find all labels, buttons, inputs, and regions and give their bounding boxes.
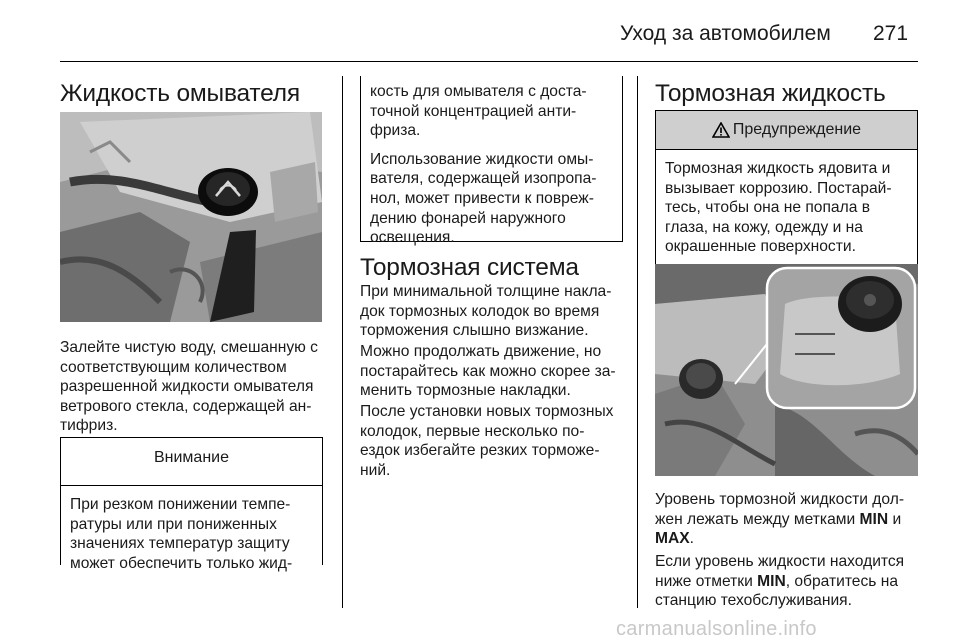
text-span: ниже отметки: [655, 572, 758, 590]
text-line: Использование жидкости омы-: [370, 150, 594, 168]
text-line: соответствующим количеством: [60, 358, 287, 376]
brake-fluid-level-paragraph: [655, 490, 904, 549]
text-line: тесь, чтобы она не попала в: [665, 199, 870, 217]
text-line: менить тормозные накладки.: [360, 382, 571, 400]
text-line: освещения.: [370, 229, 455, 247]
text-line: После установки новых тормозных: [360, 403, 614, 420]
text-line: нол, может привести к повреж-: [370, 189, 594, 207]
text-line: вателя, содержащей изопропа-: [370, 170, 597, 188]
text-line: ратуры или при пониженных: [70, 515, 277, 533]
text-line: ний.: [360, 461, 391, 479]
text-line: Если уровень жидкости находится: [655, 553, 905, 570]
text-span: , обратитесь на: [785, 572, 899, 590]
text-line: док тормозных колодок во время: [360, 302, 600, 320]
warning-triangle-icon: [712, 122, 730, 138]
text-line: вызывает коррозию. Постарай-: [665, 179, 892, 197]
warning-box: [655, 110, 918, 282]
text-line: может обеспечить только жид-: [70, 554, 293, 572]
text-line: Можно продолжать движение, но: [360, 343, 602, 360]
text-line: окрашенные поверхности.: [665, 238, 856, 256]
text-line: колодок, первые несколько по-: [360, 422, 585, 440]
warning-text: [656, 150, 917, 257]
text-line: постарайтесь как можно скорее за-: [360, 362, 616, 380]
text-line: [655, 510, 904, 530]
caution-box-continued: [360, 76, 623, 247]
text-line: Уровень тормозной жидкости дол-: [655, 491, 905, 508]
text-line: ветрового стекла, содержащей ан-: [60, 397, 312, 415]
brake-pads-paragraph: [360, 282, 611, 341]
text-line: ездок избегайте резких торможе-: [360, 442, 600, 460]
warning-header: [656, 111, 917, 150]
text-line: тифриз.: [60, 417, 118, 435]
text-line: [655, 572, 904, 592]
text-line: [655, 529, 904, 549]
brake-system-heading: Тормозная система: [360, 254, 579, 281]
washer-reservoir-photo: [60, 112, 322, 322]
text-line: разрешенной жидкости омывателя: [60, 378, 314, 396]
text-line: станцию техобслуживания.: [655, 592, 852, 610]
text-line: глаза, на кожу, одежду и на: [665, 218, 863, 236]
watermark: carmanualsonline.info: [616, 618, 817, 640]
text-span: .: [689, 530, 694, 548]
caution-box: [60, 437, 323, 572]
text-line: Залейте чистую воду, смешанную с: [60, 339, 318, 356]
page-number: 271: [873, 22, 909, 45]
text-line: При минимальной толщине накла-: [360, 283, 612, 300]
brake-fluid-heading: Тормозная жидкость: [655, 80, 886, 107]
header-rule: [60, 61, 918, 62]
text-span: и: [888, 510, 902, 528]
min-mark-label: MIN: [757, 572, 786, 590]
text-line: значениях температур защиту: [70, 535, 290, 553]
text-line: При резком понижении темпе-: [70, 496, 291, 513]
brake-fluid-reservoir-photo: [655, 264, 918, 476]
brake-continue-paragraph: [360, 342, 616, 401]
text-line: точной концентрацией анти-: [370, 102, 577, 120]
isopropanol-note: [361, 141, 622, 248]
caution-text: [61, 486, 322, 573]
column-separator-right: [637, 76, 638, 608]
new-pads-paragraph: [360, 402, 613, 480]
text-line: фриза.: [370, 122, 421, 140]
caution-text-continued: [361, 76, 622, 141]
caution-title: Внимание: [153, 449, 229, 466]
washer-fluid-heading: Жидкость омывателя: [60, 80, 300, 107]
text-line: Тормозная жидкость ядовита и: [665, 160, 891, 177]
text-span: жен лежать между метками: [655, 510, 860, 528]
text-line: торможения слышно визжание.: [360, 322, 589, 340]
max-mark-label: MAX: [655, 530, 690, 548]
min-mark-label: MIN: [859, 510, 889, 528]
washer-fluid-paragraph: [60, 338, 318, 436]
text-line: кость для омывателя с доста-: [370, 83, 587, 100]
low-level-service-paragraph: [655, 552, 904, 611]
warning-title: Предупреждение: [732, 121, 862, 138]
text-line: дению фонарей наружного: [370, 209, 566, 227]
column-separator-left: [342, 76, 343, 608]
running-header-title: Уход за автомобилем: [620, 22, 831, 45]
